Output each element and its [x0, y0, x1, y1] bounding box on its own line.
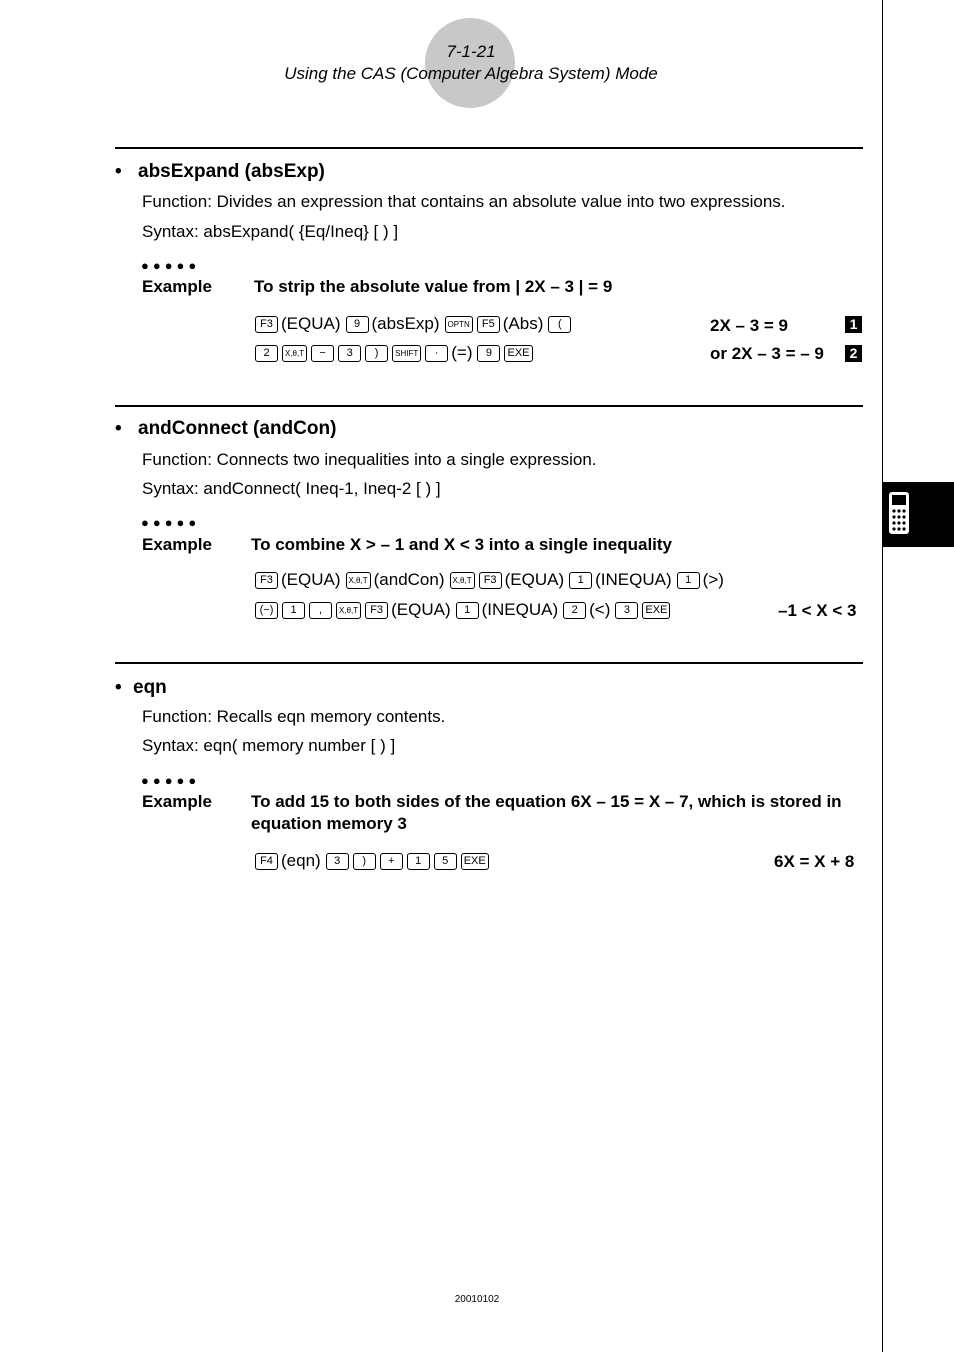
page-subtitle: Using the CAS (Computer Algebra System) Mode — [284, 64, 658, 83]
example-label: Example — [142, 277, 212, 296]
calculator-key: 9 — [477, 345, 500, 362]
calculator-key: EXE — [461, 853, 489, 870]
result-marker: 2 — [845, 345, 862, 362]
calculator-key: F3 — [365, 602, 388, 619]
calculator-key: 1 — [282, 602, 305, 619]
result-text: 2X – 3 = 9 — [710, 316, 788, 335]
calculator-key: EXE — [642, 602, 670, 619]
calculator-key: EXE — [504, 345, 532, 362]
calculator-key: ) — [365, 345, 388, 362]
calculator-key: 9 — [346, 316, 369, 333]
result-text: –1 < X < 3 — [778, 601, 857, 620]
bullet: • — [115, 418, 122, 439]
result-text: or 2X – 3 = – 9 — [710, 344, 824, 363]
key-sequence — [253, 343, 535, 363]
key-annotation: (Abs) — [502, 314, 544, 333]
key-annotation: (andCon) — [373, 570, 445, 589]
section-title-text: andConnect (andCon) — [138, 418, 337, 439]
calculator-key: 1 — [407, 853, 430, 870]
example-dots: ●●●●● — [141, 515, 201, 530]
calculator-key: − — [311, 345, 334, 362]
section-rule — [115, 405, 863, 407]
result-marker: 1 — [845, 316, 862, 333]
footer-code: 20010102 — [454, 1294, 500, 1305]
key-annotation: (eqn) — [281, 851, 321, 870]
page-number: 7-1-21 — [446, 42, 496, 61]
calculator-key: 2 — [563, 602, 586, 619]
section-title-text: absExpand (absExp) — [138, 161, 325, 182]
calculator-icon — [888, 491, 910, 535]
margin-line — [882, 0, 883, 1352]
page-badge — [425, 18, 515, 108]
calculator-key: , — [309, 602, 332, 619]
key-sequence — [253, 851, 491, 871]
section-title-text: eqn — [133, 677, 167, 698]
example-label: Example — [142, 792, 212, 811]
bullet: • — [115, 677, 122, 698]
calculator-key: 3 — [338, 345, 361, 362]
calculator-key: + — [380, 853, 403, 870]
bullet: • — [115, 161, 122, 182]
calculator-key: 3 — [326, 853, 349, 870]
key-sequence — [253, 570, 727, 590]
section-title — [115, 418, 336, 440]
function-text: Function: Divides an expression that contains an absolute value into two expressions. — [142, 192, 786, 211]
calculator-key: 1 — [569, 572, 592, 589]
function-text: Function: Connects two inequalities into a single expression. — [142, 450, 597, 469]
section-title — [115, 677, 167, 699]
example-dots: ●●●●● — [141, 773, 201, 788]
calculator-key: F3 — [479, 572, 502, 589]
example-description: To add 15 to both sides of the equation 6X – 15 = X – 7, which is stored in equation memory 3 — [251, 792, 842, 833]
calculator-key: 3 — [615, 602, 638, 619]
example-label: Example — [142, 535, 212, 554]
calculator-key: X,θ,T — [450, 572, 475, 589]
calculator-key: 2 — [255, 345, 278, 362]
calculator-key: 1 — [456, 602, 479, 619]
example-dots: ●●●●● — [141, 258, 201, 273]
calculator-key: OPTN — [445, 316, 473, 333]
key-annotation: (=) — [451, 343, 473, 362]
example-description: To strip the absolute value from | 2X – 3 | = 9 — [254, 277, 613, 296]
section-rule — [115, 147, 863, 149]
key-annotation: (EQUA) — [504, 570, 565, 589]
section-title — [115, 161, 325, 183]
calculator-key: SHIFT — [392, 345, 421, 362]
section-rule — [115, 662, 863, 664]
key-annotation: (<) — [589, 600, 611, 619]
result-text: 6X = X + 8 — [774, 852, 855, 871]
example-description: To combine X > – 1 and X < 3 into a single inequality — [251, 535, 673, 554]
calculator-key: F3 — [255, 572, 278, 589]
calculator-key: (−) — [255, 602, 278, 619]
calculator-key: F4 — [255, 853, 278, 870]
calculator-key: · — [425, 345, 448, 362]
calculator-key: X,θ,T — [336, 602, 361, 619]
calculator-key: 5 — [434, 853, 457, 870]
calculator-key: 1 — [677, 572, 700, 589]
calculator-key: F3 — [255, 316, 278, 333]
calculator-key: ( — [548, 316, 571, 333]
key-annotation: (>) — [702, 570, 724, 589]
syntax-text: Syntax: absExpand( {Eq/Ineq} [ ) ] — [142, 222, 399, 241]
key-sequence — [253, 314, 573, 334]
key-annotation: (EQUA) — [281, 570, 341, 589]
syntax-text: Syntax: andConnect( Ineq-1, Ineq-2 [ ) ] — [142, 479, 441, 498]
key-annotation: (absExp) — [371, 314, 440, 333]
calculator-key: X,θ,T — [346, 572, 371, 589]
key-annotation: (INEQUA) — [481, 600, 559, 619]
syntax-text: Syntax: eqn( memory number [ ) ] — [142, 736, 396, 755]
key-sequence — [253, 600, 672, 620]
calculator-key: F5 — [477, 316, 500, 333]
key-annotation: (EQUA) — [281, 314, 341, 333]
key-annotation: (INEQUA) — [595, 570, 672, 589]
function-text: Function: Recalls eqn memory contents. — [142, 707, 446, 726]
calculator-key: X,θ,T — [282, 345, 307, 362]
calculator-key: ) — [353, 853, 376, 870]
key-annotation: (EQUA) — [391, 600, 451, 619]
